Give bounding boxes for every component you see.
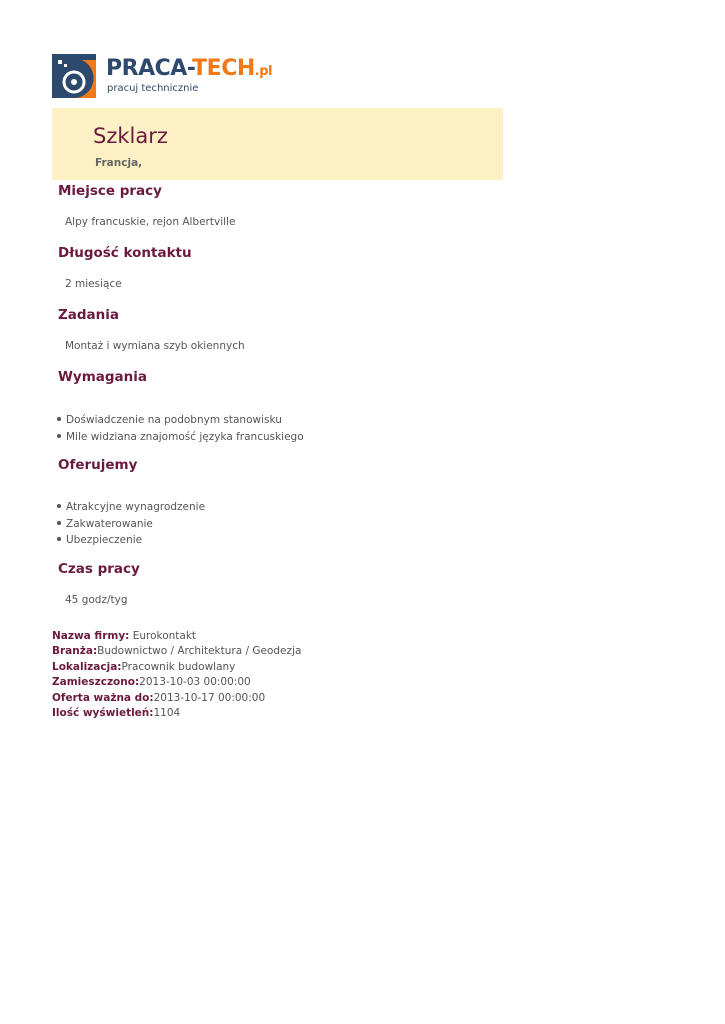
requirements-list: [57, 412, 304, 445]
detail-location: Lokalizacja:Pracownik budowlany: [52, 660, 236, 673]
gear-logo-icon: [52, 54, 96, 98]
section-title-workplace: Miejsce pracy: [58, 183, 162, 199]
worktime-text: 45 godz/tyg: [65, 594, 128, 606]
bullet-icon: [57, 504, 61, 508]
list-item: Zakwaterowanie: [57, 516, 205, 533]
site-logo[interactable]: [52, 54, 272, 100]
job-header: [52, 108, 503, 180]
list-item: Atrakcyjne wynagrodzenie: [57, 499, 205, 516]
list-item: Doświadczenie na podobnym stanowisku: [57, 412, 304, 429]
bullet-icon: [57, 434, 61, 438]
bullet-icon: [57, 521, 61, 525]
list-item: Ubezpieczenie: [57, 532, 205, 549]
detail-posted: Zamieszczono:2013-10-03 00:00:00: [52, 676, 251, 689]
section-title-requirements: Wymagania: [58, 369, 147, 385]
section-title-offer: Oferujemy: [58, 457, 138, 473]
bullet-icon: [57, 417, 61, 421]
list-item: Mile widziana znajomość języka francuskiego: [57, 429, 304, 446]
section-title-worktime: Czas pracy: [58, 561, 140, 577]
duration-text: 2 miesiące: [65, 278, 122, 290]
workplace-text: Alpy francuskie, rejon Albertville: [65, 216, 236, 228]
detail-company: Nazwa firmy: Eurokontakt: [52, 630, 197, 642]
bullet-icon: [57, 537, 61, 541]
detail-industry: Branża:Budownictwo / Architektura / Geodezja: [52, 645, 302, 658]
job-title: Szklarz: [93, 124, 168, 148]
detail-views: Ilość wyświetleń:1104: [52, 707, 181, 720]
detail-valid-until: Oferta ważna do:2013-10-17 00:00:00: [52, 691, 266, 704]
job-location: Francja,: [95, 157, 143, 169]
job-details: [52, 629, 301, 721]
tasks-text: Montaż i wymiana szyb okiennych: [65, 340, 245, 352]
offer-list: [57, 499, 205, 549]
section-title-duration: Długość kontaktu: [58, 245, 192, 261]
section-title-tasks: Zadania: [58, 307, 120, 323]
logo-wordmark: PRACA-TECH.pl: [106, 56, 272, 81]
logo-tagline: pracuj technicznie: [107, 83, 199, 94]
